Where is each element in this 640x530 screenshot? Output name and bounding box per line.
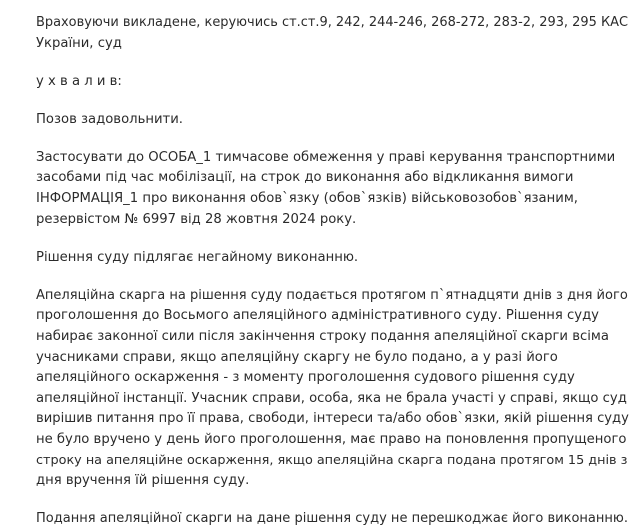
text-line: у х в а л и в: [36,73,122,89]
text-line: Враховуючи викладене, керуючись ст.ст.9, 242, 244-246, 268-272, 283-2, 293, 295 КАС [36,15,629,30]
text-line: апеляційної інстанції. Учасник справи, особа, яка не брала участі у справі, якщо суд [36,390,627,406]
text-line: України, суд [36,35,122,51]
text-line: учасниками справи, якщо апеляційну скаргу не було подано, а у разі його [36,349,558,365]
text-line: Рішення суду підлягає негайному виконанню. [36,249,359,265]
paragraph-grounds [36,13,629,54]
paragraph-immediate-execution [36,248,614,269]
text-line: дня вручення їй рішення суду. [36,473,250,489]
text-line: ІНФОРМАЦІЯ_1 про виконання обов`язку (обов`язків) військовозобов`язаним, [36,191,578,207]
paragraph-claim-satisfied [36,110,614,131]
text-line: Подання апеляційної скарги на дане рішення суду не перешкоджає його виконанню. [36,511,629,527]
text-line: Застосувати до ОСОБА_1 тимчасове обмеження у праві керування транспортними [36,149,616,165]
text-line: вирішив питання про її права, свободи, інтереси та/або обов`язки, якій рішення суду [36,411,629,427]
paragraph-resolved [36,72,614,93]
text-line: засобами під час мобілізації, на строк до виконання або відкликання вимоги [36,170,574,186]
text-line: Позов задовольнити. [36,111,183,127]
text-line: проголошення до Восьмого апеляційного адміністративного суду. Рішення суду [36,308,599,324]
paragraph-appeal-procedure [36,286,629,492]
text-line: набирає законної сили після закінчення строку подання апеляційної скарги всіма [36,329,609,345]
text-line: резервістом № 6997 від 28 жовтня 2024 року. [36,211,357,227]
text-line: апеляційного оскарження - з моменту проголошення судового рішення суду [36,370,575,386]
text-line: строку на апеляційне оскарження, якщо апеляційна скарга подана протягом 15 днів з [36,452,628,468]
text-line: Апеляційна скарга на рішення суду подається протягом п`ятнадцяти днів з дня його [36,287,628,303]
paragraph-appeal-no-suspension [36,509,629,530]
paragraph-restriction [36,148,614,230]
text-line: не було вручено у день його проголошення, має право на поновлення пропущеного [36,432,627,447]
